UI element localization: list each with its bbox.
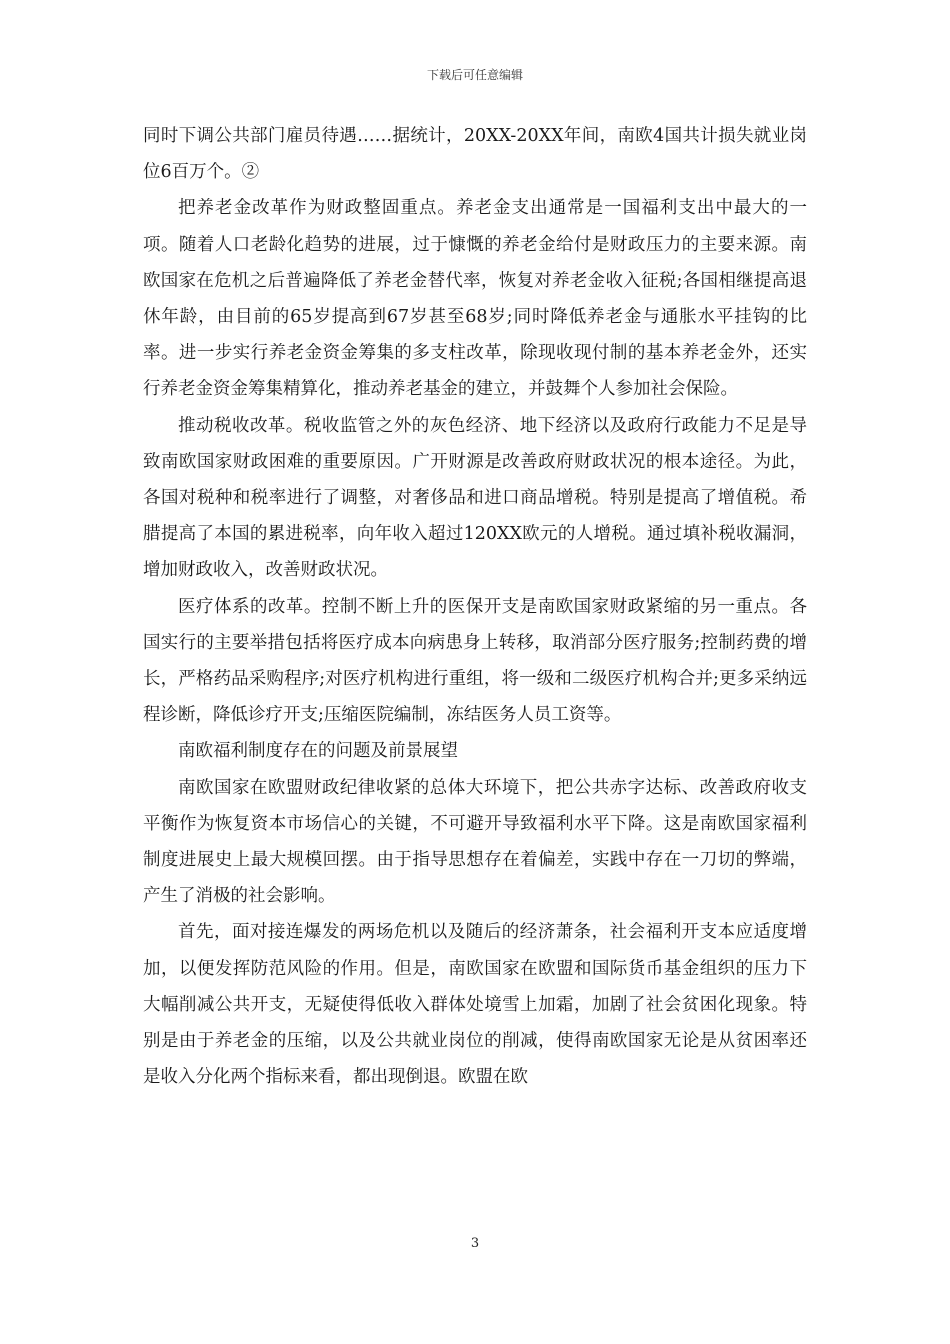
section-heading: 南欧福利制度存在的问题及前景展望 xyxy=(178,741,458,762)
paragraph-overview: 南欧国家在欧盟财政纪律收紧的总体大环境下，把公共赤字达标、改善政府收支平衡作为恢复资本市场信心的关键，不可避开导致福利水平下降。这是南欧国家福利制度进展史上最大规模回摆。由于指导思想存在着偏差，实践中存在一刀切的弊端，产生了消极的社会影响。 xyxy=(143,777,807,907)
page-header: 下载后可任意编辑 xyxy=(426,68,523,82)
document-body xyxy=(143,118,807,1095)
paragraph-first-point: 首先，面对接连爆发的两场危机以及随后的经济萧条，社会福利开支本应适度增加，以便发挥防范风险的作用。但是，南欧国家在欧盟和国际货币基金组织的压力下大幅削减公共开支，无疑使得低收入群体处境雪上加霜，加剧了社会贫困化现象。特别是由于养老金的压缩，以及公共就业岗位的削减，使得南欧国家无论是从贫困率还是收入分化两个指标来看，都出现倒退。欧盟在欧 xyxy=(143,922,807,1088)
paragraph-pension-reform: 把养老金改革作为财政整固重点。养老金支出通常是一国福利支出中最大的一项。随着人口老龄化趋势的进展，过于慷慨的养老金给付是财政压力的主要来源。南欧国家在危机之后普遍降低了养老金替代率，恢复对养老金收入征税;各国相继提高退休年龄，由目前的65岁提高到67岁甚至68岁;同时降低养老金与通胀水平挂钩的比率。进一步实行养老金资金筹集的多支柱改革，除现收现付制的基本养老金外，还实行养老金资金筹集精算化，推动养老基金的建立，并鼓舞个人参加社会保险。 xyxy=(143,198,807,400)
paragraph-tax-reform: 推动税收改革。税收监管之外的灰色经济、地下经济以及政府行政能力不足是导致南欧国家财政困难的重要原因。广开财源是改善政府财政状况的根本途径。为此，各国对税种和税率进行了调整，对奢侈品和进口商品增税。特别是提高了增值税。希腊提高了本国的累进税率，向年收入超过120XX欧元的人增税。通过填补税收漏洞，增加财政收入，改善财政状况。 xyxy=(143,415,807,581)
page-number: 3 xyxy=(470,1236,480,1251)
paragraph-continuation: 同时下调公共部门雇员待遇……据统计，20XX-20XX年间，南欧4国共计损失就业岗位6百万个。② xyxy=(143,126,807,183)
paragraph-healthcare-reform: 医疗体系的改革。控制不断上升的医保开支是南欧国家财政紧缩的另一重点。各国实行的主要举措包括将医疗成本向病患身上转移，取消部分医疗服务;控制药费的增长，严格药品采购程序;对医疗机构进行重组，将一级和二级医疗机构合并;更多采纳远程诊断，降低诊疗开支;压缩医院编制，冻结医务人员工资等。 xyxy=(143,596,807,726)
